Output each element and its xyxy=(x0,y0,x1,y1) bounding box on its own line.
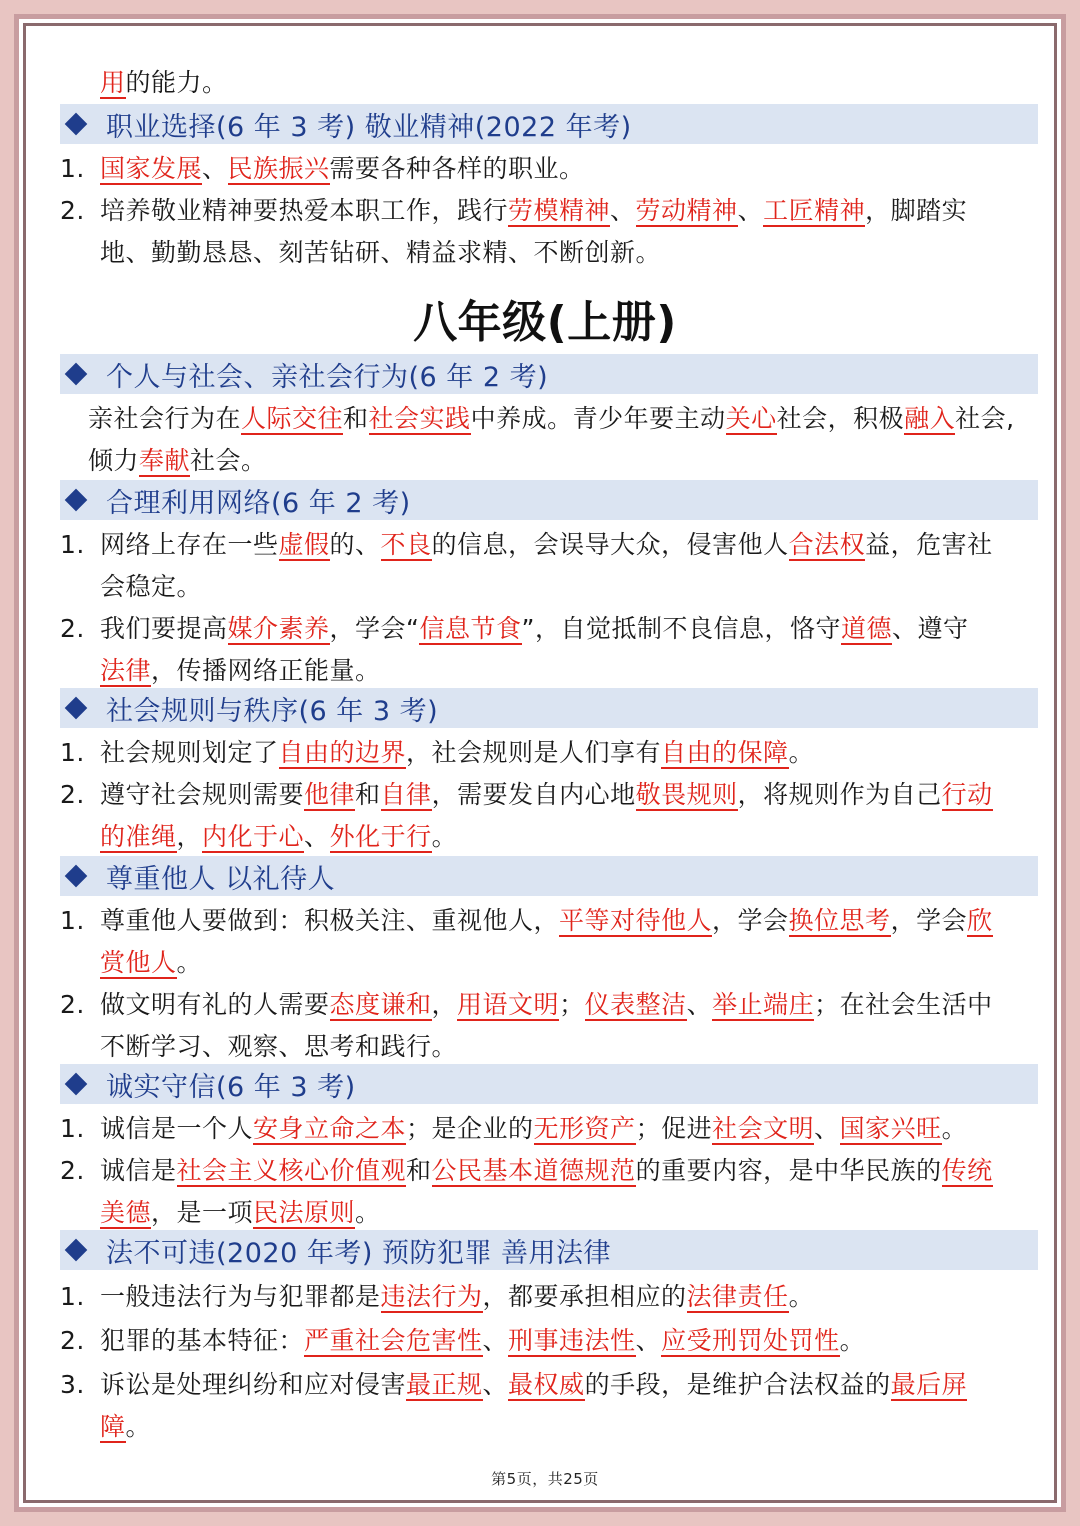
item-number: 2. xyxy=(60,1326,85,1355)
text: 做文明有礼的人需要 xyxy=(100,990,330,1019)
text: 社会规则划定了 xyxy=(100,738,279,767)
section-title: 个人与社会、亲社会行为(6 年 2 考) xyxy=(106,361,549,393)
text: 遵守社会规则需要 xyxy=(100,780,305,809)
highlight: 欣 xyxy=(967,906,993,935)
text: 培养敬业精神要热爱本职工作，践行 xyxy=(100,196,509,225)
highlight: 障 xyxy=(100,1412,126,1441)
highlight: 国家发展 xyxy=(100,154,203,183)
text: ； xyxy=(559,990,585,1019)
list-item-continuation xyxy=(100,942,202,984)
text: 。 xyxy=(788,738,815,767)
highlight: 内化于心 xyxy=(202,822,305,851)
text: ，学会 xyxy=(712,906,789,935)
text: 。 xyxy=(176,948,203,977)
text: 、 xyxy=(610,196,636,225)
document-page xyxy=(40,28,1050,1498)
section-title: 合理利用网络(6 年 2 考) xyxy=(106,487,411,519)
text: ，学会 xyxy=(890,906,968,935)
highlight: 工匠精神 xyxy=(763,196,866,225)
highlight: 严重社会危害性 xyxy=(304,1326,483,1355)
highlight: 国家兴旺 xyxy=(839,1114,942,1143)
paragraph-continuation xyxy=(88,440,267,482)
text: ；在社会生活中 xyxy=(814,990,993,1019)
list-item xyxy=(60,148,585,190)
diamond-bullet-icon xyxy=(65,1073,88,1096)
text: 犯罪的基本特征： xyxy=(100,1326,305,1355)
text: ，需要发自内心地 xyxy=(431,780,636,809)
text: 的、 xyxy=(329,530,381,559)
highlight: 赏他人 xyxy=(100,948,177,977)
list-item-continuation xyxy=(100,650,381,692)
text: ，是一项 xyxy=(151,1198,254,1227)
text: ，脚踏实 xyxy=(865,196,968,225)
text: ；促进 xyxy=(635,1114,713,1143)
page-footer: 第5页，共25页 xyxy=(491,1470,599,1488)
text: 、遵守 xyxy=(891,614,969,643)
highlight: 合法权 xyxy=(788,530,866,559)
text: 、 xyxy=(814,1114,840,1143)
text: ，传播网络正能量。 xyxy=(151,656,381,685)
highlight: 不良 xyxy=(380,530,432,559)
highlight: 信息节食 xyxy=(419,614,522,643)
section-heading-network xyxy=(60,480,1038,520)
highlight: 安身立命之本 xyxy=(253,1114,407,1143)
highlight: 最权威 xyxy=(508,1370,585,1399)
item-number: 2. xyxy=(60,614,85,643)
list-item xyxy=(60,1150,993,1192)
paragraph xyxy=(88,398,1015,440)
text: 一般违法行为与犯罪都是 xyxy=(100,1282,381,1311)
list-item xyxy=(60,608,968,650)
item-number: 2. xyxy=(60,1156,85,1185)
item-number: 1. xyxy=(60,1282,85,1311)
highlight: 态度谦和 xyxy=(329,990,432,1019)
text: 地、勤勤恳恳、刻苦钻研、精益求精、不断创新。 xyxy=(100,238,662,267)
item-number: 2. xyxy=(60,780,85,809)
item-number: 1. xyxy=(60,738,85,767)
highlight: 最正规 xyxy=(406,1370,483,1399)
highlight: 最后屏 xyxy=(890,1370,968,1399)
highlight: 自由的保障 xyxy=(661,738,789,767)
diamond-bullet-icon xyxy=(65,865,88,888)
highlight: 道德 xyxy=(840,614,892,643)
list-item-continuation xyxy=(100,816,457,858)
text: ，将规则作为自己 xyxy=(737,780,942,809)
highlight: 自律 xyxy=(380,780,432,809)
highlight: 他律 xyxy=(304,780,356,809)
highlight: 虚假 xyxy=(278,530,330,559)
text: 和 xyxy=(343,404,369,433)
text: ”，自觉抵制不良信息，恪守 xyxy=(521,614,841,643)
list-item-continuation xyxy=(100,1026,457,1068)
highlight: 的准绳 xyxy=(100,822,177,851)
section-title: 诚实守信(6 年 3 考) xyxy=(106,1071,356,1103)
text: 。 xyxy=(431,822,458,851)
highlight: 违法行为 xyxy=(380,1282,483,1311)
text: 、 xyxy=(686,990,713,1019)
highlight: 公民基本道德规范 xyxy=(431,1156,636,1185)
text: 我们要提高 xyxy=(100,614,228,643)
list-item xyxy=(60,900,993,942)
text: 和 xyxy=(406,1156,432,1185)
highlight: 奉献 xyxy=(139,446,191,475)
text: 社会, xyxy=(955,404,1015,433)
list-item xyxy=(60,984,993,1026)
text: 的能力。 xyxy=(125,68,228,97)
text: 诉讼是处理纠纷和应对侵害 xyxy=(100,1370,407,1399)
highlight: 刑事违法性 xyxy=(508,1326,636,1355)
highlight: 平等对待他人 xyxy=(559,906,713,935)
text: ，社会规则是人们享有 xyxy=(406,738,662,767)
highlight: 法律责任 xyxy=(686,1282,789,1311)
text: 。 xyxy=(355,1198,381,1227)
section-title: 尊重他人 以礼待人 xyxy=(106,863,336,895)
text: 网络上存在一些 xyxy=(100,530,279,559)
text: 诚信是 xyxy=(100,1156,177,1185)
item-number: 3. xyxy=(60,1370,85,1399)
highlight: 劳动精神 xyxy=(635,196,738,225)
text: 、 xyxy=(482,1326,509,1355)
section-heading-career xyxy=(60,104,1038,144)
diamond-bullet-icon xyxy=(65,489,88,512)
text: 不断学习、观察、思考和践行。 xyxy=(100,1032,458,1061)
highlight: 应受刑罚处罚性 xyxy=(661,1326,840,1355)
highlight: 传统 xyxy=(941,1156,993,1185)
section-heading-prosocial xyxy=(60,354,1038,394)
text: 的重要内容，是中华民族的 xyxy=(635,1156,942,1185)
text: 。 xyxy=(125,1412,152,1441)
section-heading-rules xyxy=(60,688,1038,728)
text: ， xyxy=(431,990,458,1019)
section-title: 法不可违(2020 年考) 预防犯罪 善用法律 xyxy=(106,1237,612,1269)
diamond-bullet-icon xyxy=(65,697,88,720)
text: 诚信是一个人 xyxy=(100,1114,254,1143)
list-item xyxy=(60,524,993,566)
list-item-continuation xyxy=(100,1192,381,1234)
highlight: 无形资产 xyxy=(533,1114,636,1143)
text: 尊重他人要做到：积极关注、重视他人， xyxy=(100,906,560,935)
text: 、 xyxy=(202,154,228,183)
text: 社会。 xyxy=(190,446,267,475)
text: 、 xyxy=(304,822,330,851)
list-item xyxy=(60,190,967,232)
list-item xyxy=(60,774,993,816)
item-number: 1. xyxy=(60,906,85,935)
grade-title: 八年级(上册) xyxy=(413,297,677,348)
item-number: 1. xyxy=(60,154,85,183)
list-item xyxy=(60,1276,814,1318)
text: 会稳定。 xyxy=(100,572,203,601)
text: 亲社会行为在 xyxy=(88,404,242,433)
text: ，都要承担相应的 xyxy=(482,1282,687,1311)
text: 益，危害社 xyxy=(865,530,993,559)
highlight: 人际交往 xyxy=(241,404,344,433)
highlight: 外化于行 xyxy=(329,822,432,851)
highlight: 关心 xyxy=(725,404,777,433)
text: 社会，积极 xyxy=(776,404,905,433)
item-number: 1. xyxy=(60,1114,85,1143)
list-item-continuation xyxy=(100,232,661,274)
item-number: 2. xyxy=(60,990,85,1019)
highlight: 仪表整洁 xyxy=(584,990,687,1019)
text: 。 xyxy=(941,1114,968,1143)
list-item-continuation xyxy=(100,566,202,608)
highlight: 社会文明 xyxy=(712,1114,815,1143)
text: ，学会“ xyxy=(329,614,420,643)
highlight: 换位思考 xyxy=(788,906,891,935)
text: 和 xyxy=(355,780,381,809)
intro-line xyxy=(100,62,228,104)
highlight: 劳模精神 xyxy=(508,196,611,225)
diamond-bullet-icon xyxy=(65,363,88,386)
section-heading-respect xyxy=(60,856,1038,896)
text: 。 xyxy=(788,1282,815,1311)
highlight: 自由的边界 xyxy=(278,738,407,767)
text: 需要各种各样的职业。 xyxy=(329,154,585,183)
highlight: 社会主义核心价值观 xyxy=(176,1156,407,1185)
text: 。 xyxy=(839,1326,866,1355)
section-heading-honesty xyxy=(60,1064,1038,1104)
highlight: 民法原则 xyxy=(253,1198,356,1227)
text: 中养成。青少年要主动 xyxy=(470,404,726,433)
text: 、 xyxy=(635,1326,662,1355)
text: ， xyxy=(176,822,203,851)
item-number: 1. xyxy=(60,530,85,559)
highlight: 社会实践 xyxy=(368,404,471,433)
text: 、 xyxy=(737,196,764,225)
highlight: 法律 xyxy=(100,656,152,685)
diamond-bullet-icon xyxy=(65,1239,88,1262)
list-item xyxy=(60,1108,967,1150)
highlight: 举止端庄 xyxy=(712,990,815,1019)
text: 的手段，是维护合法权益的 xyxy=(584,1370,891,1399)
highlight: 美德 xyxy=(100,1198,152,1227)
highlight: 用语文明 xyxy=(457,990,560,1019)
text: ；是企业的 xyxy=(406,1114,534,1143)
section-title: 职业选择(6 年 3 考) 敬业精神(2022 年考) xyxy=(106,111,632,143)
list-item xyxy=(60,732,814,774)
highlight: 行动 xyxy=(941,780,993,809)
text: 倾力 xyxy=(88,446,140,475)
text: 、 xyxy=(482,1370,509,1399)
highlight: 媒介素养 xyxy=(227,614,330,643)
list-item xyxy=(60,1320,865,1362)
diamond-bullet-icon xyxy=(65,113,88,136)
section-heading-law xyxy=(60,1230,1038,1270)
highlight: 敬畏规则 xyxy=(635,780,738,809)
highlight: 用 xyxy=(100,68,126,97)
text: 的信息，会误导大众，侵害他人 xyxy=(431,530,789,559)
list-item-continuation xyxy=(100,1406,151,1448)
highlight: 民族振兴 xyxy=(227,154,330,183)
list-item xyxy=(60,1364,967,1406)
item-number: 2. xyxy=(60,196,85,225)
highlight: 融入 xyxy=(904,404,956,433)
section-title: 社会规则与秩序(6 年 3 考) xyxy=(106,695,439,727)
